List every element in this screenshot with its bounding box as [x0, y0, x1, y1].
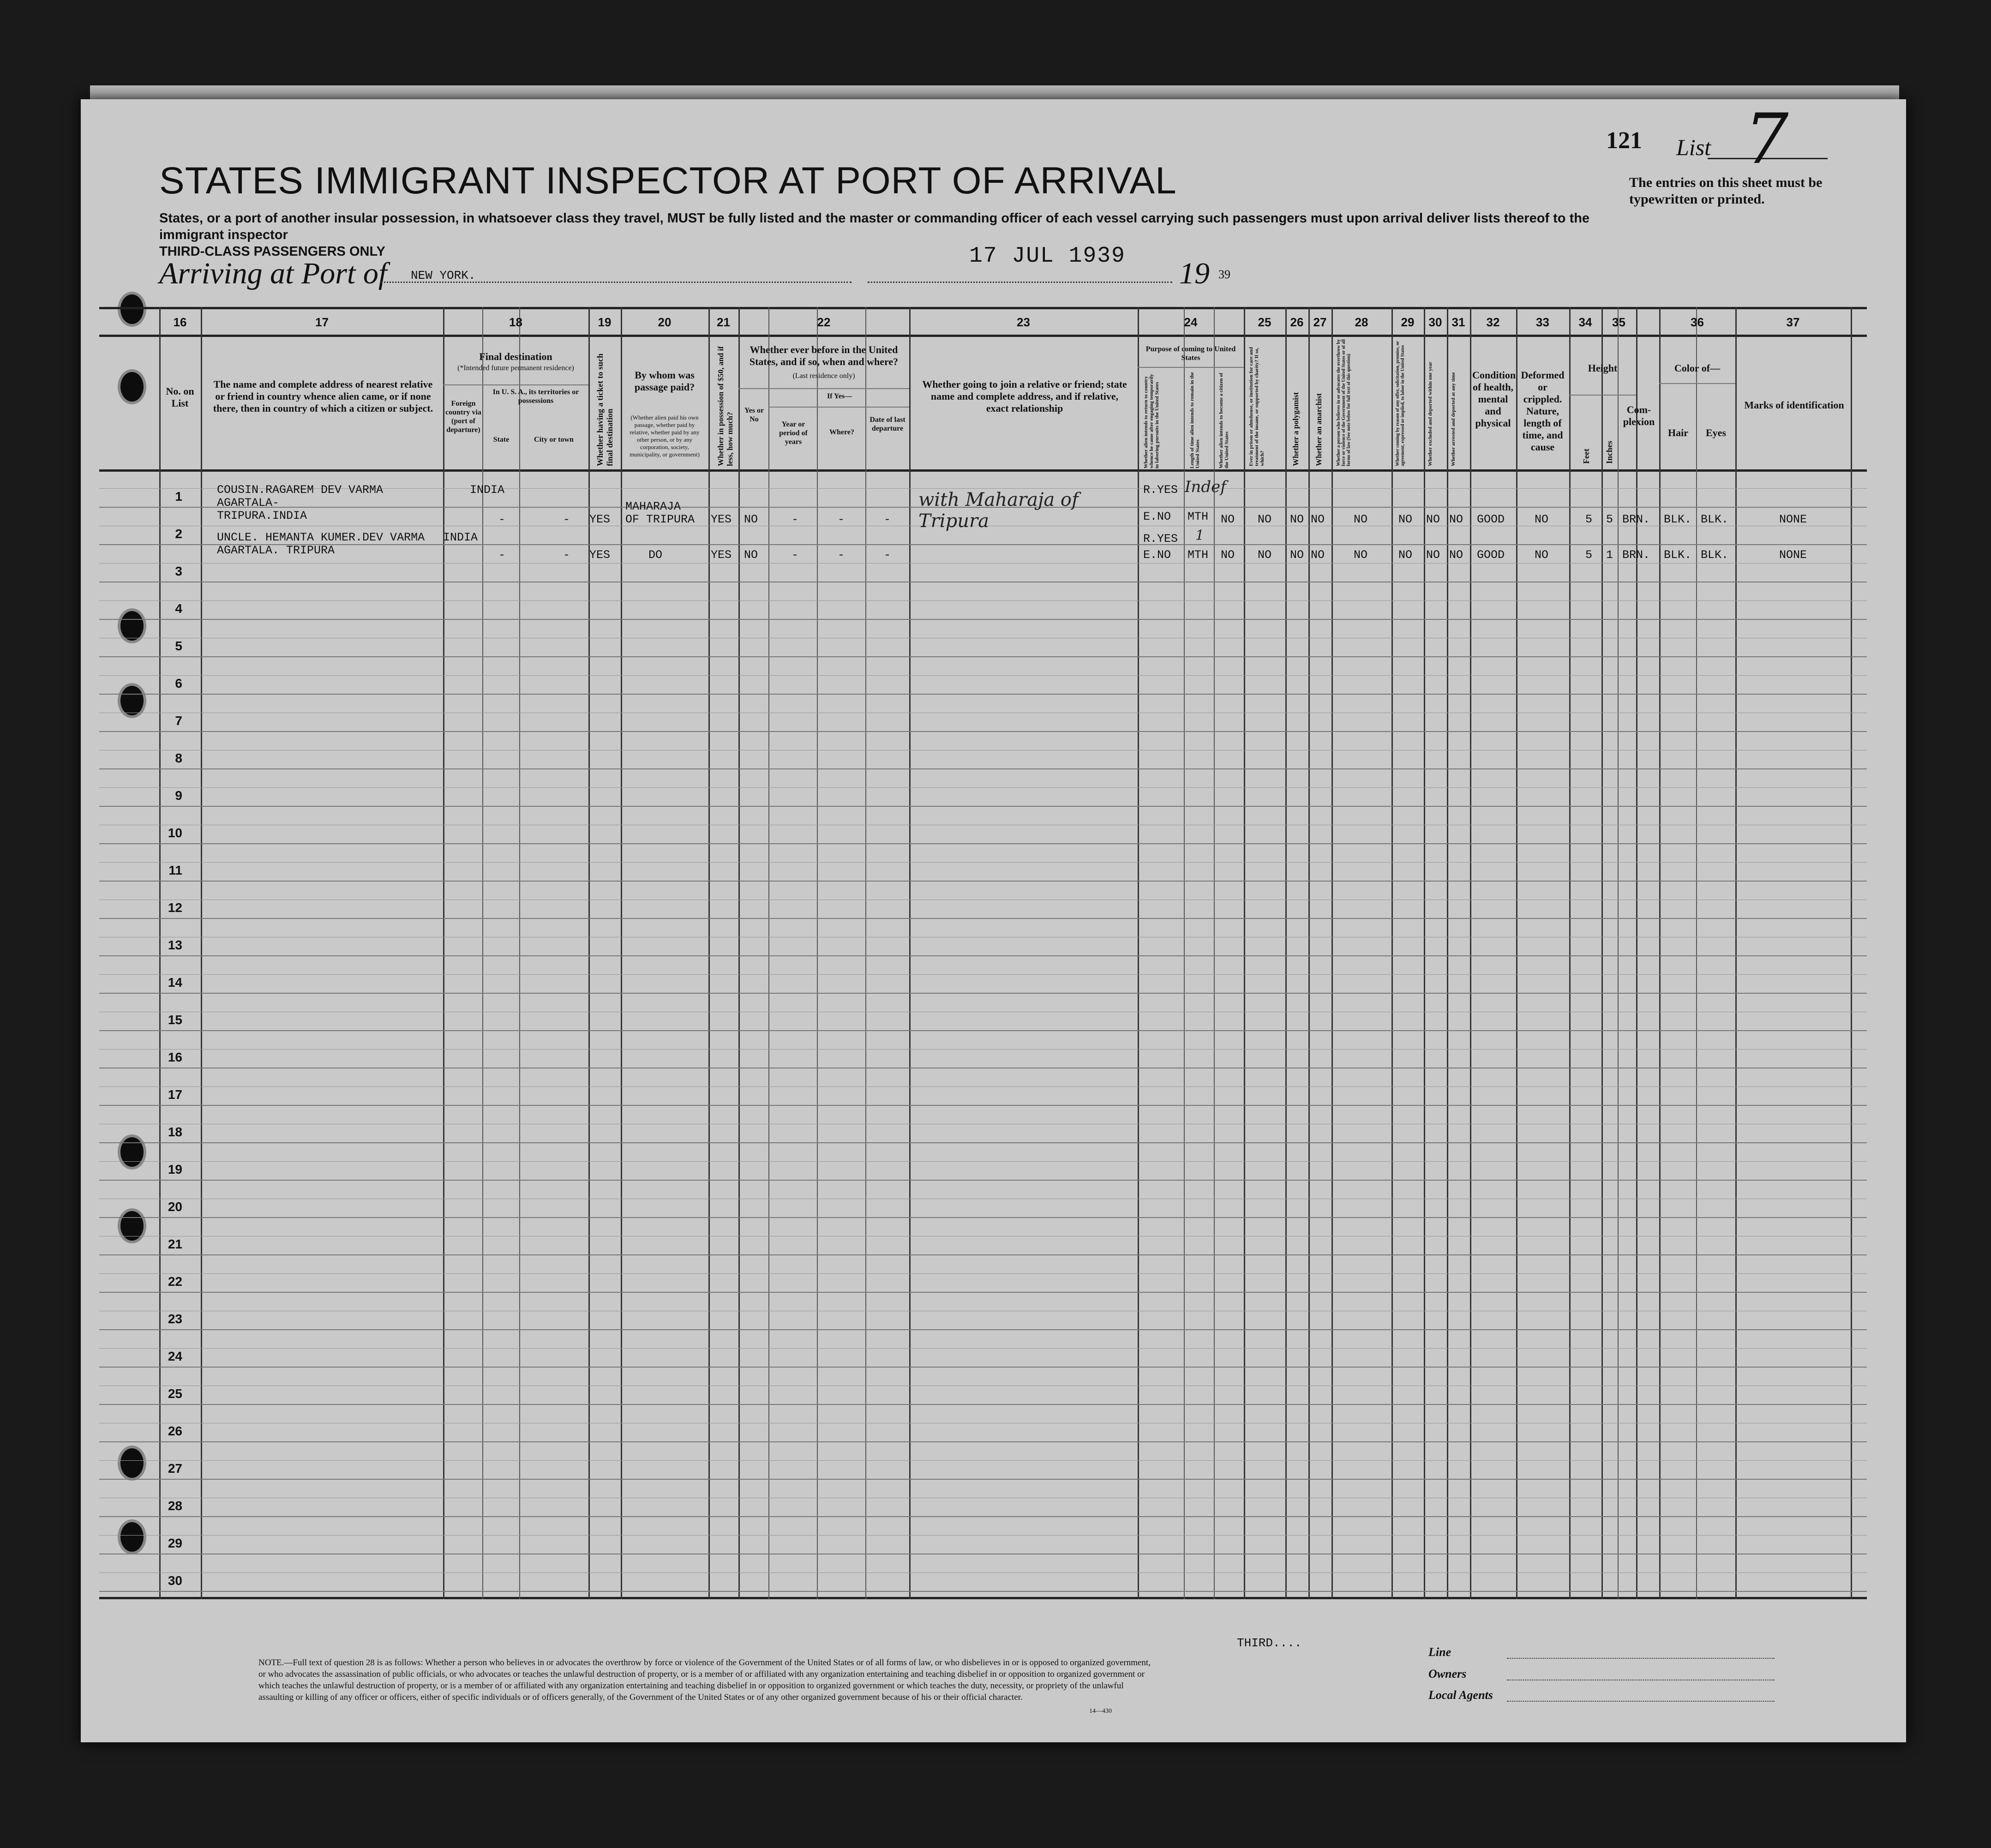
paid-by: DO	[648, 548, 663, 562]
sheet-number: 121	[1606, 127, 1642, 154]
header-color-of: Color of—	[1674, 362, 1721, 374]
column-number: 36	[1691, 315, 1704, 329]
column-divider	[1601, 307, 1603, 1599]
row-number: 24	[168, 1349, 182, 1363]
row-half-line	[99, 1460, 1867, 1461]
row-line	[99, 1030, 1867, 1031]
column-divider	[1516, 307, 1517, 1599]
purpose-return: R.YES	[1143, 532, 1178, 546]
page-title: STATES IMMIGRANT INSPECTOR AT PORT OF ARRIVAL	[159, 160, 1177, 202]
date-departure: -	[884, 548, 891, 562]
inches: 5	[1606, 513, 1613, 526]
header-city: City or town	[534, 436, 574, 444]
column-number: 22	[817, 315, 831, 329]
col-26: NO	[1290, 513, 1304, 526]
row-number: 7	[175, 714, 182, 728]
col-30: NO	[1426, 513, 1440, 526]
city: -	[563, 548, 570, 562]
row-number: 29	[168, 1536, 182, 1550]
column-divider	[1447, 307, 1448, 1599]
col-26: NO	[1290, 548, 1304, 562]
header-condition: Condition of health, mental and physical	[1472, 369, 1516, 429]
col-25: NO	[1258, 513, 1272, 526]
header-no-on-list: No. on List	[166, 385, 194, 409]
row-number: 19	[168, 1162, 182, 1176]
header-ticket: Whether having a ticket to such final destination	[595, 353, 614, 466]
col-28: NO	[1354, 513, 1368, 526]
year-period: -	[792, 513, 799, 526]
purpose-length: MTH	[1187, 548, 1209, 562]
row-half-line	[99, 600, 1867, 601]
row-number: 17	[168, 1087, 182, 1102]
row-line	[99, 1329, 1867, 1330]
row-number: 3	[175, 564, 182, 578]
column-number: 33	[1536, 315, 1549, 329]
list-label: List	[1676, 134, 1711, 160]
inches: 1	[1606, 548, 1613, 562]
row-number: 2	[175, 527, 182, 541]
row-number: 18	[168, 1125, 182, 1139]
header-inches: Inches	[1605, 440, 1614, 464]
state: -	[498, 548, 506, 562]
column-divider	[1618, 307, 1619, 1599]
row-number: 28	[168, 1499, 182, 1513]
header-purpose-return: Whether alien intends to return to country whence he came after engaging temporarily in laboring pursuits in the United States	[1143, 374, 1160, 468]
row-number: 4	[175, 601, 182, 616]
row-half-line	[99, 675, 1867, 676]
column-divider	[443, 307, 444, 1599]
typewritten-instruction: The entries on this sheet must be typewritten or printed.	[1629, 175, 1823, 207]
column-number: 35	[1612, 315, 1625, 329]
where: -	[838, 548, 845, 562]
column-number: 32	[1486, 315, 1500, 329]
ticket: YES	[589, 548, 611, 562]
column-divider	[1470, 307, 1471, 1599]
column-divider	[738, 307, 740, 1599]
relative-address: AGARTALA. TRIPURA	[217, 544, 335, 557]
header-hair: Hair	[1668, 427, 1688, 438]
marks: NONE	[1779, 513, 1807, 526]
header-yes-or-no: Yes or No	[744, 407, 764, 423]
port-value: NEW YORK.	[411, 269, 476, 282]
column-divider	[201, 307, 202, 1599]
row-line	[99, 1254, 1867, 1255]
purpose-length: MTH	[1187, 510, 1209, 523]
col-29: NO	[1398, 513, 1413, 526]
row-half-line	[99, 1273, 1867, 1274]
local-agents-label: Local Agents	[1428, 1688, 1493, 1702]
column-divider	[1659, 307, 1661, 1599]
row-line	[99, 1404, 1867, 1405]
class-notice: THIRD-CLASS PASSENGERS ONLY	[159, 244, 385, 259]
row-number: 1	[175, 489, 182, 504]
relative-address: AGARTALA-	[217, 496, 280, 510]
subheader-line	[1659, 383, 1735, 384]
row-number: 23	[168, 1312, 182, 1326]
col-29: NO	[1398, 548, 1413, 562]
condition: GOOD	[1477, 548, 1505, 562]
possession: YES	[711, 548, 732, 562]
row-number: 13	[168, 938, 182, 952]
row-line	[99, 1591, 1867, 1592]
col-27: NO	[1311, 513, 1325, 526]
purpose-citizen: NO	[1221, 548, 1235, 562]
col-28: NO	[1354, 548, 1368, 562]
row-number: 26	[168, 1424, 182, 1438]
complexion: BRN.	[1622, 513, 1650, 526]
purpose-length-handwritten: 1	[1195, 528, 1205, 544]
row-half-line	[99, 862, 1867, 863]
column-divider	[1569, 307, 1571, 1599]
row-line	[99, 731, 1867, 732]
row-half-line	[99, 1161, 1867, 1162]
purpose-citizen: NO	[1221, 513, 1235, 526]
header-year-period: Year or period of years	[779, 420, 808, 446]
row-number: 11	[168, 863, 182, 877]
header-name-address: The name and complete address of nearest relative or friend in country whence alien came, or if none there, then in country of which a citizen or subject.	[213, 378, 433, 414]
paid-by: MAHARAJA	[625, 500, 681, 513]
header-final-destination-note: (*Intended future permanent residence)	[457, 364, 574, 372]
header-purpose: Purpose of coming to United States	[1145, 345, 1236, 362]
col-27: NO	[1311, 548, 1325, 562]
column-divider	[1331, 307, 1333, 1599]
row-line	[99, 806, 1867, 807]
column-number: 31	[1451, 315, 1465, 329]
feet: 5	[1585, 513, 1593, 526]
subheader-line	[1569, 395, 1636, 396]
col-25: NO	[1258, 548, 1272, 562]
row-number: 6	[175, 676, 182, 690]
year-period: -	[792, 548, 799, 562]
column-number: 34	[1578, 315, 1592, 329]
form-number: 14—430	[1089, 1708, 1112, 1715]
column-number: 30	[1428, 315, 1442, 329]
column-divider	[1735, 307, 1737, 1599]
complexion: BRN.	[1622, 548, 1650, 562]
column-number: 29	[1401, 315, 1415, 329]
date-field-line	[868, 282, 1172, 283]
column-divider	[1851, 307, 1852, 1599]
column-divider	[588, 307, 590, 1599]
column-divider	[482, 307, 483, 1599]
purpose-return: R.YES	[1143, 483, 1178, 497]
deformed: NO	[1535, 513, 1549, 526]
row-line	[99, 1105, 1867, 1106]
ticket: YES	[589, 513, 611, 526]
row-half-line	[99, 1535, 1867, 1536]
header-by-whom-note: (Whether alien paid his own passage, whether paid by relative, whether paid by any other person, or by any corporation, society, municipality, or government)	[630, 414, 700, 458]
header-height: Height	[1588, 362, 1618, 374]
header-ever-before-note: (Last residence only)	[792, 372, 855, 380]
row-line	[99, 955, 1867, 956]
column-divider	[1391, 307, 1393, 1599]
header-purpose-citizen: Whether alien intends to become a citizen of the United States	[1218, 372, 1229, 468]
column-number: 17	[315, 315, 329, 329]
arriving-label: Arriving at Port of	[159, 257, 387, 290]
row-number: 5	[175, 639, 182, 653]
header-date-departure: Date of last departure	[870, 416, 906, 432]
where: -	[838, 513, 845, 526]
subheader-line	[1138, 367, 1244, 368]
row-number: 27	[168, 1461, 182, 1476]
row-line	[99, 1217, 1867, 1218]
column-divider	[1308, 307, 1310, 1599]
possession: YES	[711, 513, 732, 526]
header-feet: Feet	[1582, 449, 1591, 464]
column-divider	[1214, 307, 1215, 1599]
header-overthrow: Whether a person who believes in or advocates the overthrow by force or violence of the Government of the United States or of all forms of law (See note below for full text of this question)	[1336, 339, 1351, 466]
column-number: 28	[1355, 315, 1368, 329]
intro-line: States, or a port of another insular possession, in whatsoever class they travel, MUST be fully listed and the master or commanding officer of each vessel carrying such passengers must upon arrival deliver lists thereof to the immigrant inspector	[159, 211, 1590, 242]
col-31: NO	[1449, 548, 1463, 562]
intro-text	[159, 210, 1590, 260]
column-number: 20	[658, 315, 672, 329]
row-number: 15	[168, 1013, 182, 1027]
row-line	[99, 619, 1867, 620]
row-number: 12	[168, 900, 182, 915]
row-half-line	[99, 1348, 1867, 1349]
header-labor-offer: Whether coming by reason of any offer, solicitation, promise, or agreement, expressed or implied, to labor in the United States	[1395, 341, 1405, 466]
row-line	[99, 843, 1867, 844]
header-eyes: Eyes	[1706, 427, 1726, 438]
condition: GOOD	[1477, 513, 1505, 526]
column-divider	[817, 307, 818, 1599]
relative-address: UNCLE. HEMANTA KUMER.DEV VARMA	[217, 531, 425, 544]
eyes: BLK.	[1701, 513, 1729, 526]
row-line	[99, 881, 1867, 882]
row-line	[99, 1367, 1867, 1368]
column-number: 18	[509, 315, 522, 329]
ever-before: NO	[744, 548, 758, 562]
feet: 5	[1585, 548, 1593, 562]
column-number: 25	[1258, 315, 1271, 329]
row-number: 22	[168, 1274, 182, 1289]
column-divider	[909, 307, 911, 1599]
row-half-line	[99, 563, 1867, 564]
year-suffix: 39	[1218, 268, 1230, 281]
col-30: NO	[1426, 548, 1440, 562]
header-going-to-join: Whether going to join a relative or friend; state name and complete address, and if relative, exact relationship	[922, 378, 1127, 414]
relative-address: COUSIN.RAGAREM DEV VARMA	[217, 483, 384, 497]
column-number: 21	[717, 315, 730, 329]
ever-before: NO	[744, 513, 758, 526]
row-line	[99, 1180, 1867, 1181]
foreign-country: INDIA	[470, 483, 505, 497]
header-in-usa: In U. S. A., its territories or possessions	[492, 388, 579, 405]
eyes: BLK.	[1701, 548, 1729, 562]
header-arrested-deported: Whether arrested and deported at any time	[1451, 372, 1456, 466]
row-number: 10	[168, 826, 182, 840]
purpose-length-handwritten: Indef	[1185, 478, 1226, 496]
header-polygamist: Whether a polygamist	[1291, 392, 1300, 466]
column-number: 37	[1786, 315, 1800, 329]
city: -	[563, 513, 570, 526]
deformed: NO	[1535, 548, 1549, 562]
row-line	[99, 544, 1867, 545]
column-divider	[1424, 307, 1425, 1599]
row-line	[99, 918, 1867, 919]
column-divider	[1138, 307, 1139, 1599]
row-number: 14	[168, 975, 182, 990]
row-number: 9	[175, 788, 182, 803]
marks: NONE	[1779, 548, 1807, 562]
column-divider	[1244, 307, 1245, 1599]
row-number: 25	[168, 1386, 182, 1401]
row-line	[99, 694, 1867, 695]
header-anarchist: Whether an anarchist	[1314, 393, 1323, 466]
date-departure: -	[884, 513, 891, 526]
row-line	[99, 768, 1867, 769]
column-number: 24	[1184, 315, 1198, 329]
hair: BLK.	[1664, 513, 1692, 526]
header-prison-almshouse: Ever in prison or almshouse, or institution for care and treatment of the insane, or supported by charity? If so, which?	[1248, 347, 1265, 466]
column-divider	[1636, 307, 1637, 1599]
row-line	[99, 1142, 1867, 1143]
column-divider	[1184, 307, 1185, 1599]
subheader-line	[738, 388, 909, 389]
column-number: 26	[1290, 315, 1304, 329]
owners-label: Owners	[1428, 1667, 1467, 1680]
column-divider	[519, 307, 520, 1599]
column-number: 23	[1017, 315, 1030, 329]
year-prefix: 19	[1179, 257, 1210, 290]
column-divider	[708, 307, 710, 1599]
list-number: 7	[1745, 99, 1789, 180]
class-stamp: THIRD....	[1237, 1636, 1302, 1650]
header-excluded-deported: Whether excluded and deported within one year	[1427, 361, 1433, 466]
purpose-return: E.NO	[1143, 510, 1171, 523]
row-line	[99, 1516, 1867, 1517]
column-divider	[621, 307, 622, 1599]
row-half-line	[99, 787, 1867, 788]
header-ever-before: Whether ever before in the United States, and if so, when and where?	[749, 344, 899, 367]
row-half-line	[99, 974, 1867, 975]
subheader-line	[443, 384, 588, 385]
row-number: 16	[168, 1050, 182, 1064]
header-if-yes: If Yes—	[827, 392, 852, 400]
header-purpose-length: Length of time alien intends to remain in the United States	[1189, 372, 1200, 468]
row-line	[99, 1292, 1867, 1293]
column-divider	[865, 307, 866, 1599]
header-foreign-country: Foreign country via (port of departure)	[445, 400, 481, 434]
header-marks: Marks of identification	[1744, 399, 1844, 411]
purpose-return: E.NO	[1143, 548, 1171, 562]
relative-address: TRIPURA.INDIA	[217, 509, 307, 522]
row-line	[99, 656, 1867, 657]
header-deformed: Deformed or crippled. Nature, length of time, and cause	[1521, 369, 1565, 453]
row-line	[99, 1479, 1867, 1480]
row-number: 8	[175, 751, 182, 765]
state: -	[498, 513, 506, 526]
header-final-destination: Final destination	[479, 351, 552, 362]
header-possession: Whether in possession of $50, and if less, how much?	[716, 346, 734, 466]
row-line	[99, 993, 1867, 994]
column-number: 27	[1313, 315, 1327, 329]
subheader-line	[768, 407, 909, 408]
column-number: 16	[173, 315, 187, 329]
header-by-whom: By whom was passage paid?	[634, 369, 695, 393]
hair: BLK.	[1664, 548, 1692, 562]
column-number: 19	[598, 315, 612, 329]
line-field	[1507, 1658, 1775, 1659]
line-label: Line	[1428, 1645, 1451, 1659]
row-half-line	[99, 1086, 1867, 1087]
column-divider	[768, 307, 769, 1599]
local-agents-field	[1507, 1701, 1775, 1702]
manifest-table	[99, 307, 1867, 1599]
column-divider	[1696, 307, 1697, 1599]
col-31: NO	[1449, 513, 1463, 526]
header-complexion: Com- plexion	[1623, 404, 1655, 427]
row-line	[99, 1441, 1867, 1442]
row-number: 30	[168, 1573, 182, 1588]
footnote-question-28: NOTE.—Full text of question 28 is as follows: Whether a person who believes in or advocates the overthrow by force or violence of the Government of the United States or of all forms of law, or who disbelieves in or is opposed to organized government, or who advocates the assassination of public officials, or who advocates or teaches the unlawful destruction of property, or is a member of or affiliated with any organization entertaining and teaching disbelief in or opposition to organized government or which teaches the unlawful destruction of property, or is a member of or affiliated with any organization entertaining and teaching disbelief in or opposition to organized government or which teaches the duty, necessity, or propriety of the unlawful assaulting or killing of any officer or officers, either of specific individuals or of officers generally, of the Government of the United States or of any other organized government because of his or their official character.	[258, 1658, 1151, 1702]
paid-by: OF TRIPURA	[625, 513, 695, 526]
row-number: 21	[168, 1237, 182, 1251]
date-stamp: 17 JUL 1939	[969, 244, 1126, 269]
header-state: State	[493, 436, 510, 444]
join-handwritten: with Maharaja of Tripura	[918, 489, 1079, 532]
row-number: 20	[168, 1200, 182, 1214]
row-half-line	[99, 1572, 1867, 1573]
foreign-country: INDIA	[443, 531, 478, 544]
row-half-line	[99, 1049, 1867, 1050]
header-where: Where?	[829, 428, 854, 436]
column-divider	[1285, 307, 1287, 1599]
